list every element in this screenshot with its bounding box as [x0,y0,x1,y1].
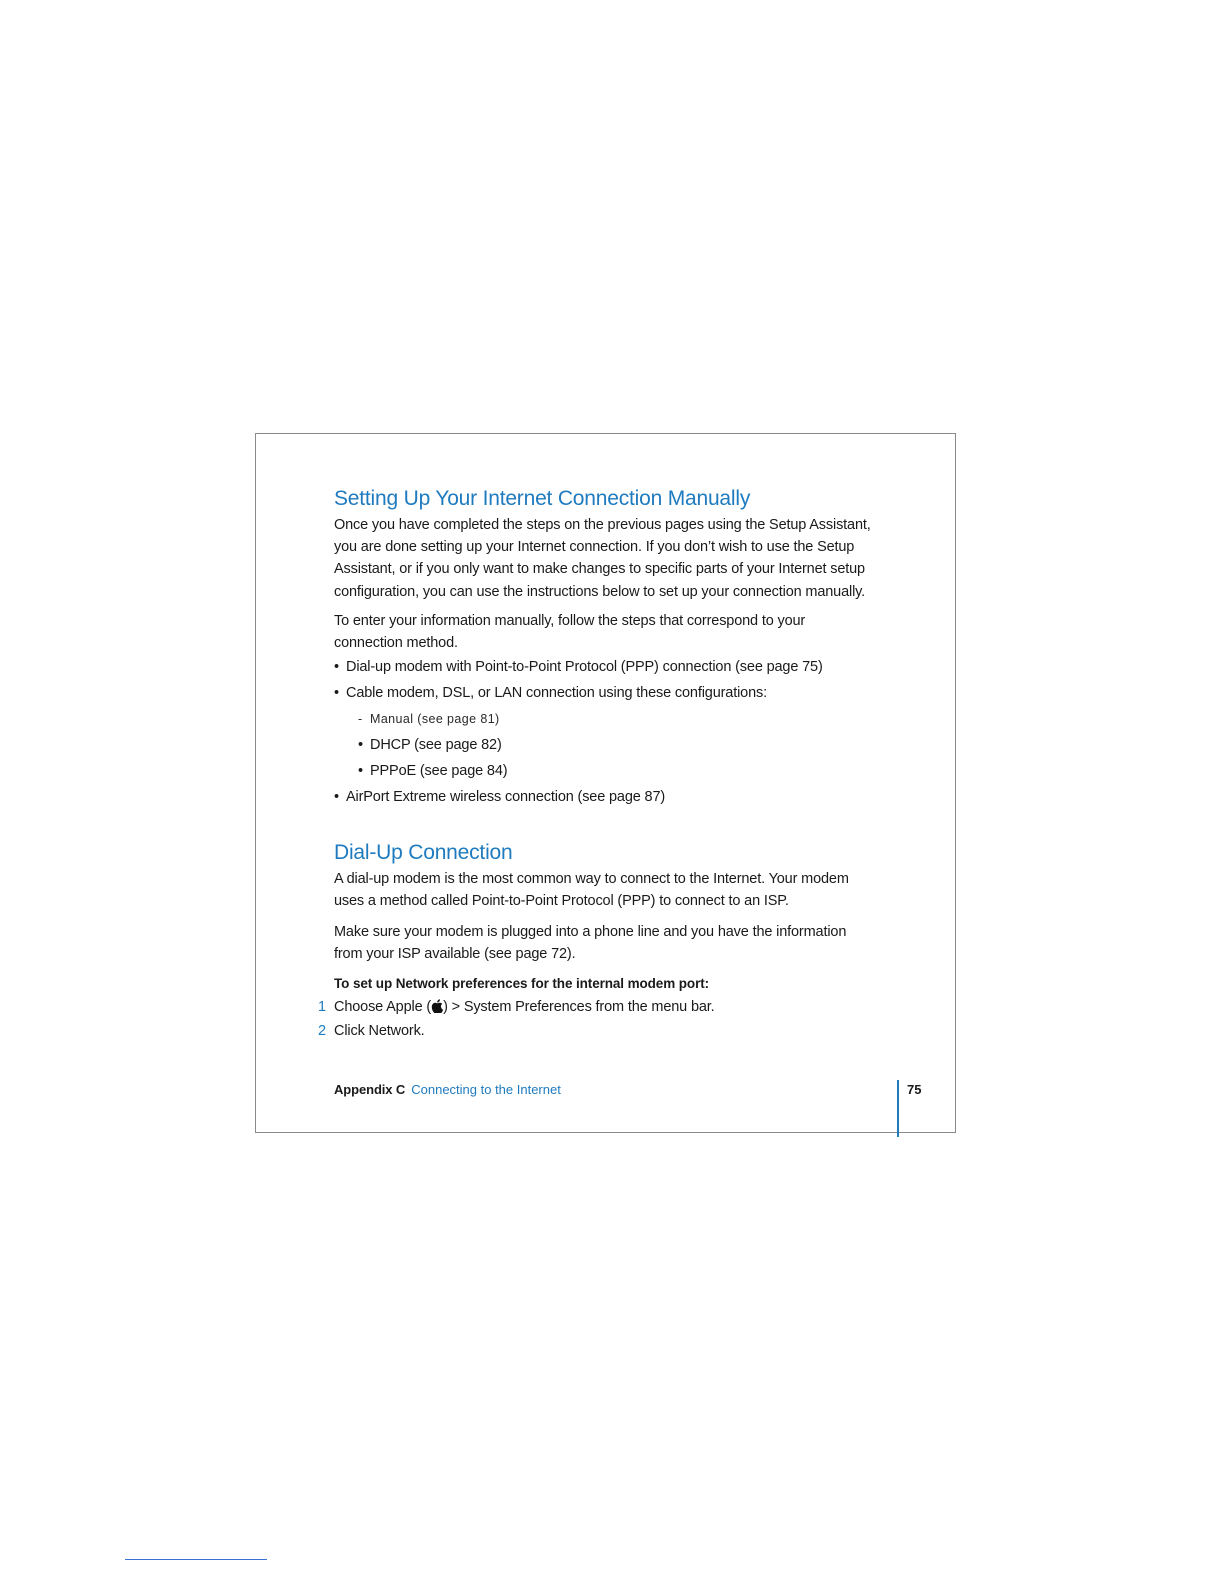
method-paragraph [334,610,904,654]
list-item-text: AirPort Extreme wireless connection (see page 87) [346,789,666,806]
page-footer [334,1080,934,1100]
para-line: Make sure your modem is plugged into a phone line and you have the information [334,923,847,940]
section-title-dialup: Dial-Up Connection [334,841,513,865]
list-item-text: Cable modem, DSL, or LAN connection using these configurations: [346,685,767,702]
sub-item-manual [358,706,904,732]
step-1 [318,995,904,1019]
connection-method-list [334,654,904,810]
intro-line: Once you have completed the steps on the previous pages using the Setup Assistant, [334,517,871,533]
para-line: from your ISP available (see page 72). [334,945,576,962]
section-title-manual-setup: Setting Up Your Internet Connection Manually [334,487,751,510]
sub-item-text: DHCP (see page 82) [370,737,502,754]
intro-line: configuration, you can use the instructions below to set up your connection manually. [334,583,866,600]
intro-line: Assistant, or if you only want to make changes to specific parts of your Internet setup [334,561,865,578]
para-line: uses a method called Point-to-Point Protocol (PPP) to connect to an ISP. [334,893,789,910]
apple-logo-icon [431,997,443,1011]
bottom-rule [125,1559,267,1560]
footer-divider [897,1080,899,1137]
step-2 [318,1019,904,1043]
intro-paragraph [334,514,904,603]
configuration-sub-list [346,706,904,784]
sub-item-dhcp [358,732,904,758]
step-text-before: Choose Apple ( [334,999,432,1016]
sub-item-pppoe [358,758,904,784]
step-number: 1 [318,999,326,1016]
sub-item-text: Manual (see page 81) [370,712,500,727]
dialup-paragraph-1 [334,868,904,912]
footer-appendix: Appendix C [334,1082,406,1097]
list-item-text: Dial-up modem with Point-to-Point Protocol (PPP) connection (see page 75) [346,659,823,676]
list-item-airport [334,784,904,810]
step-number: 2 [318,1023,326,1040]
intro-line: you are done setting up your Internet connection. If you don’t wish to use the Setup [334,539,855,556]
step-text-after: ) > System Preferences from the menu bar. [443,999,715,1016]
steps-list [318,995,904,1043]
dialup-section [318,838,904,1043]
sub-item-text: PPPoE (see page 84) [370,763,508,780]
method-line: connection method. [334,635,458,652]
page-number: 75 [907,1082,922,1097]
task-heading: To set up Network preferences for the internal modem port: [334,976,710,992]
page-content [318,484,904,1043]
method-line: To enter your information manually, follow the steps that correspond to your [334,612,806,629]
dialup-paragraph-2 [334,921,904,965]
step-text: Click Network. [334,1023,425,1040]
list-item-cable-dsl-lan [334,680,904,784]
footer-chapter-title: Connecting to the Internet [411,1082,561,1097]
list-item-dialup [334,654,904,680]
para-line: A dial-up modem is the most common way to connect to the Internet. Your modem [334,871,849,888]
